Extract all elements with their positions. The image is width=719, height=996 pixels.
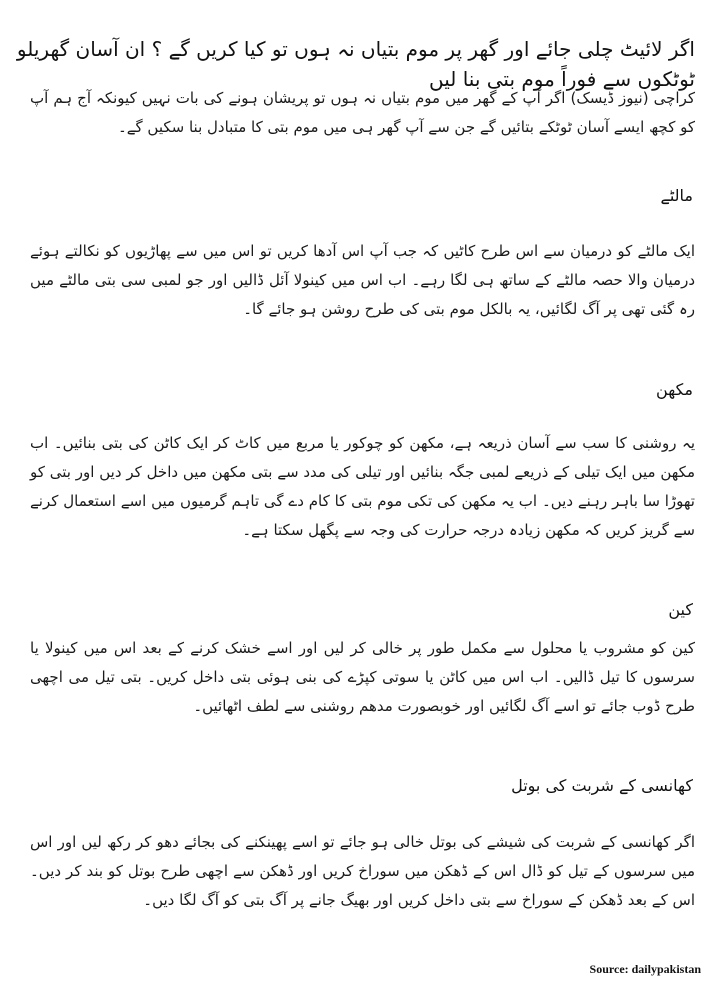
source-credit: Source: dailypakistan: [589, 962, 701, 976]
section-heading-orange: مالٹے: [660, 186, 693, 205]
section-heading-butter: مکھن: [656, 380, 693, 399]
intro-paragraph: کراچی (نیوز ڈیسک) اگر آپ کے گھر میں موم بتیاں نہ ہوں تو پریشان ہونے کی بات نہیں کیونکہ آج ہم آپ کو کچھ ایسے آسان ٹوٹکے بتائیں گے جن سے آپ گھر ہی میں موم بتی کا متبادل بنا سکیں گے۔: [30, 89, 695, 136]
article-headline: اگر لائیٹ چلی جائے اور گھر پر موم بتیاں نہ ہوں تو کیا کریں گے ؟ ان آسان گھریلو ٹوٹکوں سے فوراً موم بتی بنا لیں: [16, 37, 695, 91]
section-body-orange: ایک مالٹے کو درمیان سے اس طرح کاٹیں کہ جب آپ اس آدھا کریں تو اس میں سے پھاڑیوں کو نکالتے ہوئے درمیان والا حصہ مالٹے کے ساتھ ہی لگا رہے۔ اب اس میں کینولا آئل ڈالیں اور جو لمبی سی بتی مالٹے میں رہ گئی تھی پر آگ لگائیں، یہ بالکل موم بتی کی طرح روشن ہو جائے گا۔: [30, 242, 695, 318]
section-body-butter: یہ روشنی کا سب سے آسان ذریعہ ہے، مکھن کو چوکور یا مربع میں کاٹ کر ایک کاٹن کی بتی بنائیں۔ اب مکھن میں ایک تیلی کے ذریعے لمبی جگہ بنائیں اور تیلی کی مدد سے بتی مکھن میں داخل کر دیں اور بتی کو تھوڑا سا باہر رہنے دیں۔ اب یہ مکھن کی تکی موم بتی کا کام دے گی تاہم گرمیوں میں اسے استعمال کرنے سے گریز کریں کہ مکھن زیادہ درجہ حرارت کی وجہ سے پگھل سکتا ہے۔: [30, 434, 695, 539]
section-body-can: کین کو مشروب یا محلول سے مکمل طور پر خالی کر لیں اور اسے خشک کرنے کے بعد اس میں کینولا یا سرسوں کا تیل ڈالیں۔ اب اس میں کاٹن یا سوتی کپڑے کی بنی ہوئی بتی داخل کریں۔ بتی تیل می اچھی طرح ڈوب جائے تو اسے آگ لگائیں اور خوبصورت مدھم روشنی سے لطف اٹھائیں۔: [30, 639, 695, 715]
section-heading-cough-syrup-bottle: کھانسی کے شربت کی بوتل: [511, 776, 693, 795]
section-body-cough-syrup-bottle: اگر کھانسی کے شربت کی شیشے کی بوتل خالی ہو جائے تو اسے پھینکنے کی بجائے دھو کر رکھ لیں اور اس میں سرسوں کے تیل کو ڈال اس کے ڈھکن میں سوراخ کریں اور ڈھکن سے اچھی طرح بوتل کو بند کر دیں۔ اس کے بعد ڈھکن کے سوراخ سے بتی داخل کریں اور بھیگ جانے پر آگ بتی کو آگ لگا دیں۔: [30, 833, 695, 909]
section-heading-can: کین: [668, 600, 693, 619]
